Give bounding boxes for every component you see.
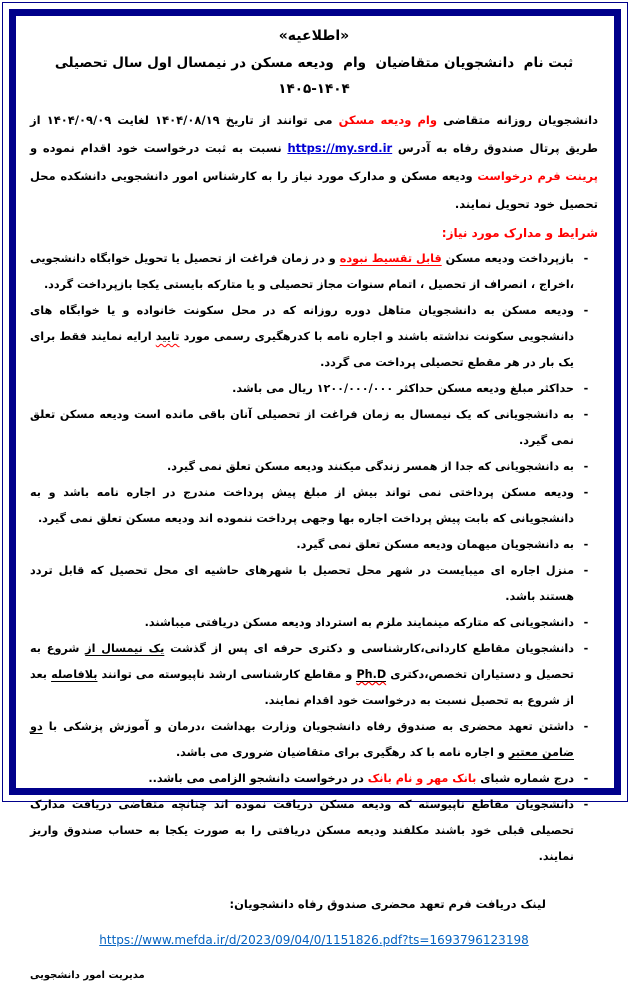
bullet-dash: - <box>583 616 589 629</box>
pdf-link-caption: لینک دریافت فرم تعهد محضری صندوق رفاه دانشجویان: <box>229 897 546 911</box>
list-item-text <box>30 636 574 714</box>
list-item <box>30 636 598 714</box>
list-item <box>30 402 598 454</box>
text-segment: دانشجویان مقاطع ناپیوسته که ودیعه مسکن دریافت نموده اند چنانچه متقاضی دریافت مدارک تحصیلی قبلی خود باشند مکلفند ودیعه مسکن دریافتی را به صورت یکجا به حساب صندوق واریز نمایند. <box>30 798 574 863</box>
list-item-text <box>30 454 574 480</box>
text-segment: دانشجویان روزانه متقاضی <box>437 113 598 127</box>
text-segment: Ph.D <box>356 668 387 681</box>
text-segment: دانشجویان مقاطع کاردانی،کارشناسی و دکتری حرفه ای پس از گذشت <box>164 642 575 655</box>
text-segment: دو ضامن معتبر <box>30 720 574 759</box>
notice-subtitle: ثبت نام دانشجویان متقاضیان وام ودیعه مسکن در نیمسال اول سال تحصیلی ۱۴۰۴-۱۴۰۵ <box>50 55 574 97</box>
list-item-text <box>30 610 574 636</box>
bullet-dash: - <box>583 460 589 473</box>
list-item <box>30 766 598 792</box>
text-segment: وام ودیعه مسکن <box>338 113 438 127</box>
bullet-dash: - <box>583 720 589 733</box>
list-item <box>30 558 598 610</box>
text-segment: ودیعه مسکن و مدارک مورد نیاز را به کارشناس امور دانشجویی دانشکده محل تحصیل خود تحویل نمایند. <box>30 169 598 211</box>
text-segment: یک نیمسال از <box>85 642 165 655</box>
text-segment: دانشجویانی که متارکه مینمایند ملزم به استرداد ودیعه مسکن دریافتی میباشند. <box>144 616 574 629</box>
text-segment: به دانشجویانی که جدا از همسر زندگی میکنند ودیعه مسکن تعلق نمی گیرد. <box>166 460 574 473</box>
list-item <box>30 246 598 298</box>
pdf-link[interactable]: https://www.mefda.ir/d/2023/09/04/0/1151826.pdf?ts=1693796123198 <box>99 933 529 947</box>
text-segment: و مقاطع کارشناسی ارشد ناپیوسته می توانند <box>97 668 357 681</box>
list-item-text <box>30 766 574 792</box>
intro-paragraph <box>30 106 598 218</box>
list-item-text <box>30 298 574 376</box>
list-item-text <box>30 532 574 558</box>
bullet-dash: - <box>583 538 589 551</box>
requirements-list <box>30 246 598 870</box>
list-item <box>30 454 598 480</box>
text-segment: بعد از شروع به تحصیل نسبت به درخواست خود اقدام نمایند. <box>30 668 574 707</box>
list-item-text <box>30 480 574 532</box>
list-item <box>30 298 598 376</box>
text-segment: بلافاصله <box>51 668 98 681</box>
text-segment: منزل اجاره ای میبایست در شهر محل تحصیل با شهرهای حاشیه ای محل تحصیل که قابل تردد هستند باشد. <box>30 564 574 603</box>
bullet-dash: - <box>583 642 589 655</box>
bullet-dash: - <box>583 486 589 499</box>
bullet-dash: - <box>583 382 589 395</box>
text-segment: حداکثر مبلغ ودیعه مسکن حداکثر ۱۲۰۰/۰۰۰/۰۰۰ ریال می باشد. <box>232 382 574 395</box>
text-segment: ودیعه مسکن پرداختی نمی تواند بیش از مبلغ پیش پرداخت مندرج در اجاره نامه باشد و به دانشجویانی که بابت پیش پرداخت اجاره بها وجهی پرداخت ننموده اند ودیعه مسکن تعلق نمی گیرد. <box>30 486 574 525</box>
notice-title: «اطلاعیه» <box>278 28 350 44</box>
bullet-dash: - <box>583 408 589 421</box>
text-segment: و اجاره نامه با کد رهگیری برای متقاضیان ضروری می باشد. <box>175 746 509 759</box>
text-segment: بانک مهر و نام بانک <box>367 772 477 785</box>
list-item <box>30 376 598 402</box>
list-item-text <box>30 246 574 298</box>
inline-link[interactable]: https://my.srd.ir <box>287 141 393 155</box>
list-item-text <box>30 792 574 870</box>
pdf-link-line <box>30 928 598 951</box>
list-item-text <box>30 558 574 610</box>
text-segment: شروع به تحصیل و دستیاران تخصص،دکتری <box>30 642 574 681</box>
text-segment: در درخواست دانشجو الزامی می باشد.. <box>148 772 368 785</box>
text-segment: پرینت فرم درخواست <box>477 169 598 183</box>
bullet-dash: - <box>583 252 589 265</box>
requirements-heading: شرایط و مدارک مورد نیاز: <box>441 226 598 240</box>
bullet-dash: - <box>583 772 589 785</box>
text-segment: می توانند از تاریخ ۱۴۰۴/۰۸/۱۹ لغایت ۱۴۰۴/۰۹/۰۹ از طریق پرتال صندوق رفاه به آدرس <box>30 113 598 155</box>
list-item-text <box>30 402 574 454</box>
bullet-dash: - <box>583 798 589 811</box>
list-item <box>30 714 598 766</box>
list-item-text <box>30 376 574 402</box>
document-content <box>18 18 612 981</box>
text-segment: ودیعه مسکن به دانشجویان متاهل دوره روزانه که در محل سکونت خانواده و یا خوابگاه های دانشجویی سکونت نداشته باشند و اجاره نامه با کدرهگیری رسمی مورد <box>30 304 574 343</box>
text-segment: ارایه نمایند فقط برای یک بار در هر مقطع تحصیلی پرداخت می گردد. <box>30 330 574 369</box>
list-item <box>30 532 598 558</box>
text-segment: داشتن تعهد محضری به صندوق رفاه دانشجویان وزارت بهداشت ،درمان و آموزش پزشکی با <box>42 720 574 733</box>
text-segment: به دانشجویانی که یک نیمسال به زمان فراغت از تحصیلی آنان باقی مانده است ودیعه مسکن تعلق نمی گیرد. <box>30 408 574 447</box>
text-segment: درج شماره شبای <box>476 772 574 785</box>
bullet-dash: - <box>583 304 589 317</box>
list-item <box>30 480 598 532</box>
text-segment: و در زمان فراغت از تحصیل یا تحویل خوابگاه دانشجویی ،اخراج ، انصراف از تحصیل ، اتمام سنوات مجاز تحصیلی و یا متارکه بایستی یکجا بازپرداخت گردد. <box>30 252 574 291</box>
list-item-text <box>30 714 574 766</box>
text-segment: بازپرداخت ودیعه مسکن <box>441 252 574 265</box>
text-segment: قابل تقسیط نبوده <box>339 252 442 265</box>
list-item <box>30 792 598 870</box>
bullet-dash: - <box>583 564 589 577</box>
list-item <box>30 610 598 636</box>
text-segment: نسبت به ثبت درخواست خود اقدام نموده و <box>30 141 288 155</box>
text-segment: تایید <box>155 330 180 343</box>
text-segment: به دانشجویان میهمان ودیعه مسکن تعلق نمی گیرد. <box>296 538 574 551</box>
signature: مدیریت امور دانشجویی <box>30 970 145 981</box>
